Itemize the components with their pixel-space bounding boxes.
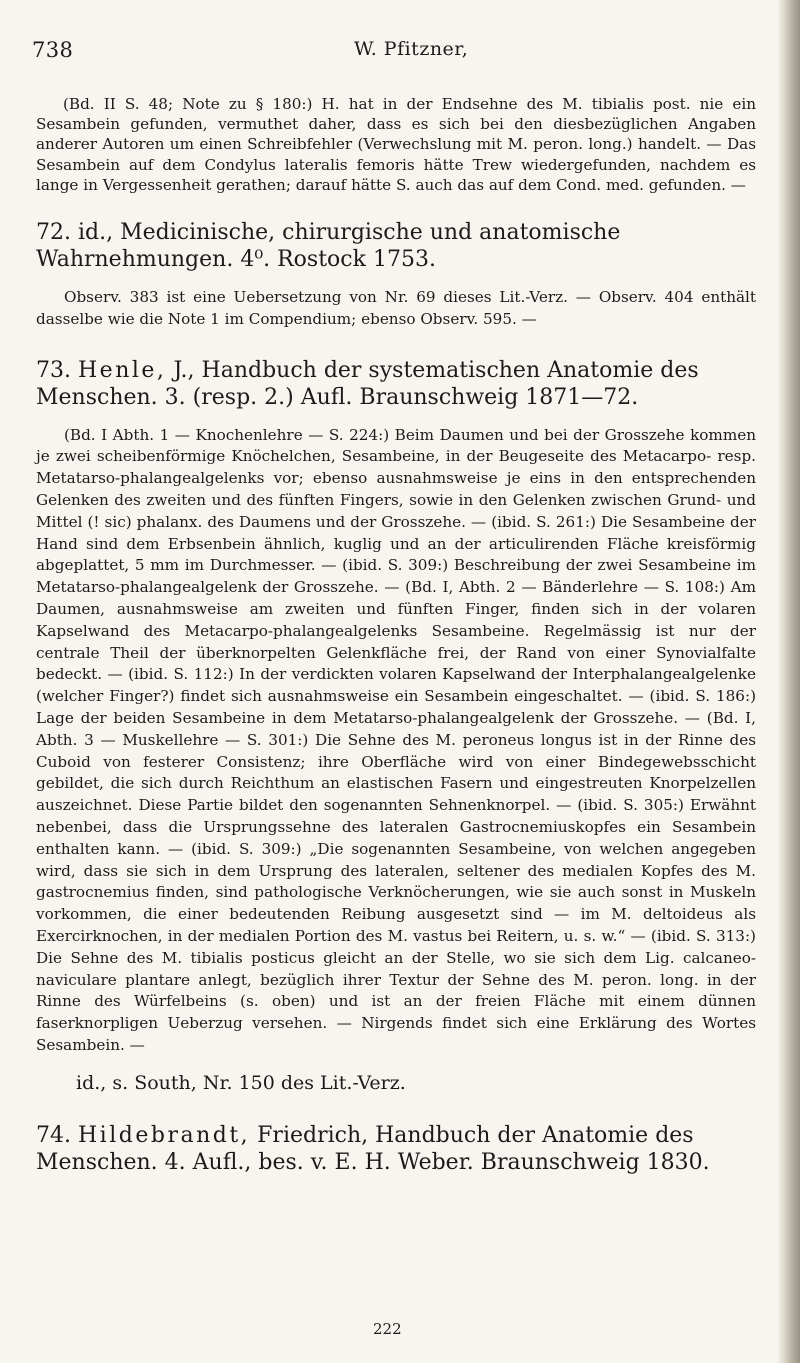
main-content bbox=[36, 94, 756, 1190]
signature-number: 222 bbox=[373, 1320, 402, 1338]
entry-73-title bbox=[36, 357, 756, 411]
entry-72-body: Observ. 383 ist eine Uebersetzung von Nr. 69 dieses Lit.-Verz. — Observ. 404 enthält dasselbe wie die Note 1 im Compendium; ebenso Observ. 595. — bbox=[36, 288, 756, 328]
page-header bbox=[32, 38, 758, 78]
entry-72-title bbox=[36, 219, 756, 273]
page-binding-edge bbox=[778, 0, 800, 1363]
entry-author: Henle, bbox=[78, 357, 167, 383]
entry-work-title: Medicinische, chirurgische und anatomische Wahrnehmungen. 4⁰. Rostock 1753. bbox=[36, 220, 621, 273]
entry-author: id., bbox=[78, 220, 114, 246]
entry-work-title: J., Handbuch der systematischen Anatomie des Menschen. 3. (resp. 2.) Aufl. Braunschweig 1871—72. bbox=[36, 357, 699, 410]
entry-author: Hildebrandt, bbox=[78, 1122, 251, 1148]
running-head: W. Pfitzner, bbox=[354, 38, 469, 60]
entry-number: 72. bbox=[36, 220, 71, 246]
intro-note: (Bd. II S. 48; Note zu § 180:) H. hat in der Endsehne des M. tibialis post. nie ein Sesambein gefunden, vermuthet daher, dass es sich bei den diesbezüglichen Angaben anderer Autoren um einen Schreibfehler (Verwechslung mit M. peron. long.) handelt. — Das Sesambein auf dem Condylus lateralis femoris hätte Trew wiedergefunden, nachdem es lange in Vergessenheit gerathen; darauf hätte S. auch das auf dem Cond. med. gefunden. — bbox=[36, 95, 756, 194]
entry-73-body: (Bd. I Abth. 1 — Knochenlehre — S. 224:) Beim Daumen und bei der Grosszehe kommen je zwei scheibenförmige Knöchelchen, Sesambeine, in der Beugeseite des Metacarpo- resp. Metatarso-phalangealgelenks vor; ebenso ausnahmsweise je eins in den entsprechenden Gelenken des zweiten und des fünften Fingers, sowie in den Gelenken zwischen Grund- und Mittel (! sic) phalanx. des Daumens und der Grosszehe. — (ibid. S. 261:) Die Sesambeine der Hand sind dem Erbsenbein ähnlich, kuglig und an der articulirenden Fläche kreisförmig abgeplattet, 5 mm im Durchmesser. — (ibid. S. 309:) Beschreibung der zwei Sesambeine im Metatarso-phalangealgelenk der Grosszehe. — (Bd. I, Abth. 2 — Bänderlehre — S. 108:) Am Daumen, ausnahmsweise am zweiten und fünften Finger, finden sich in der volaren Kapselwand des Metacarpo-phalangealgelenks Sesambeine. Regelmässig ist nur der centrale Theil der überknorpelten Gelenkfläche frei, der Rand von einer Synovialfalte bedeckt. — (ibid. S. 112:) In der verdickten volaren Kapselwand der Interphalangealgelenke (welcher Finger?) findet sich ausnahmsweise ein Sesambein eingeschaltet. — (ibid. S. 186:) Lage der beiden Sesambeine in dem Metatarso-phalangealgelenk der Grosszehe. — (Bd. I, Abth. 3 — Muskellehre — S. 301:) Die Sehne des M. peroneus longus ist in der Rinne des Cuboid von festerer Consistenz; ihre Oberfläche wird von einer Bindegewebsschicht gebildet, die sich durch Reichthum an elastischen Fasern und eingestreuten Knorpelzellen auszeichnet. Diese Partie bildet den sogenannten Sehnenknorpel. — (ibid. S. 305:) Erwähnt nebenbei, dass die Ursprungssehne des lateralen Gastrocnemiuskopfes ein Sesambein enthalten kann. — (ibid. S. 309:) „Die sogenannten Sesambeine, von welchen angegeben wird, dass sie sich in dem Ursprung des lateralen, seltener des medialen Kopfes des M. gastrocnemius finden, sind pathologische Verknöcherungen, wie sie auch sonst in Muskeln vorkommen, die einer bedeutenden Reibung ausgesetzt sind — im M. deltoideus als Exercirknochen, in der medialen Portion des M. vastus bei Reitern, u. s. w.“ — (ibid. S. 313:) Die Sehne des M. tibialis posticus gleicht an der Stelle, wo sie sich dem Lig. calcaneo-naviculare plantare anlegt, bezüglich ihrer Textur der Sehne des M. peron. long. in der Rinne des Würfelbeins (s. oben) und ist an der freien Fläche mit einem dünnen faserknorpligen Ueberzug versehen. — Nirgends findet sich eine Erklärung des Wortes Sesambein. — bbox=[36, 425, 756, 1054]
page-number: 738 bbox=[32, 38, 74, 62]
entry-74-title bbox=[36, 1122, 756, 1176]
entry-number: 74. bbox=[36, 1122, 71, 1148]
entry-73-see-also: id., s. South, Nr. 150 des Lit.-Verz. bbox=[76, 1071, 406, 1094]
entry-work-title: Friedrich, Handbuch der Anatomie des Menschen. 4. Aufl., bes. v. E. H. Weber. Braunschweig 1830. bbox=[36, 1122, 710, 1175]
entry-number: 73. bbox=[36, 357, 71, 383]
